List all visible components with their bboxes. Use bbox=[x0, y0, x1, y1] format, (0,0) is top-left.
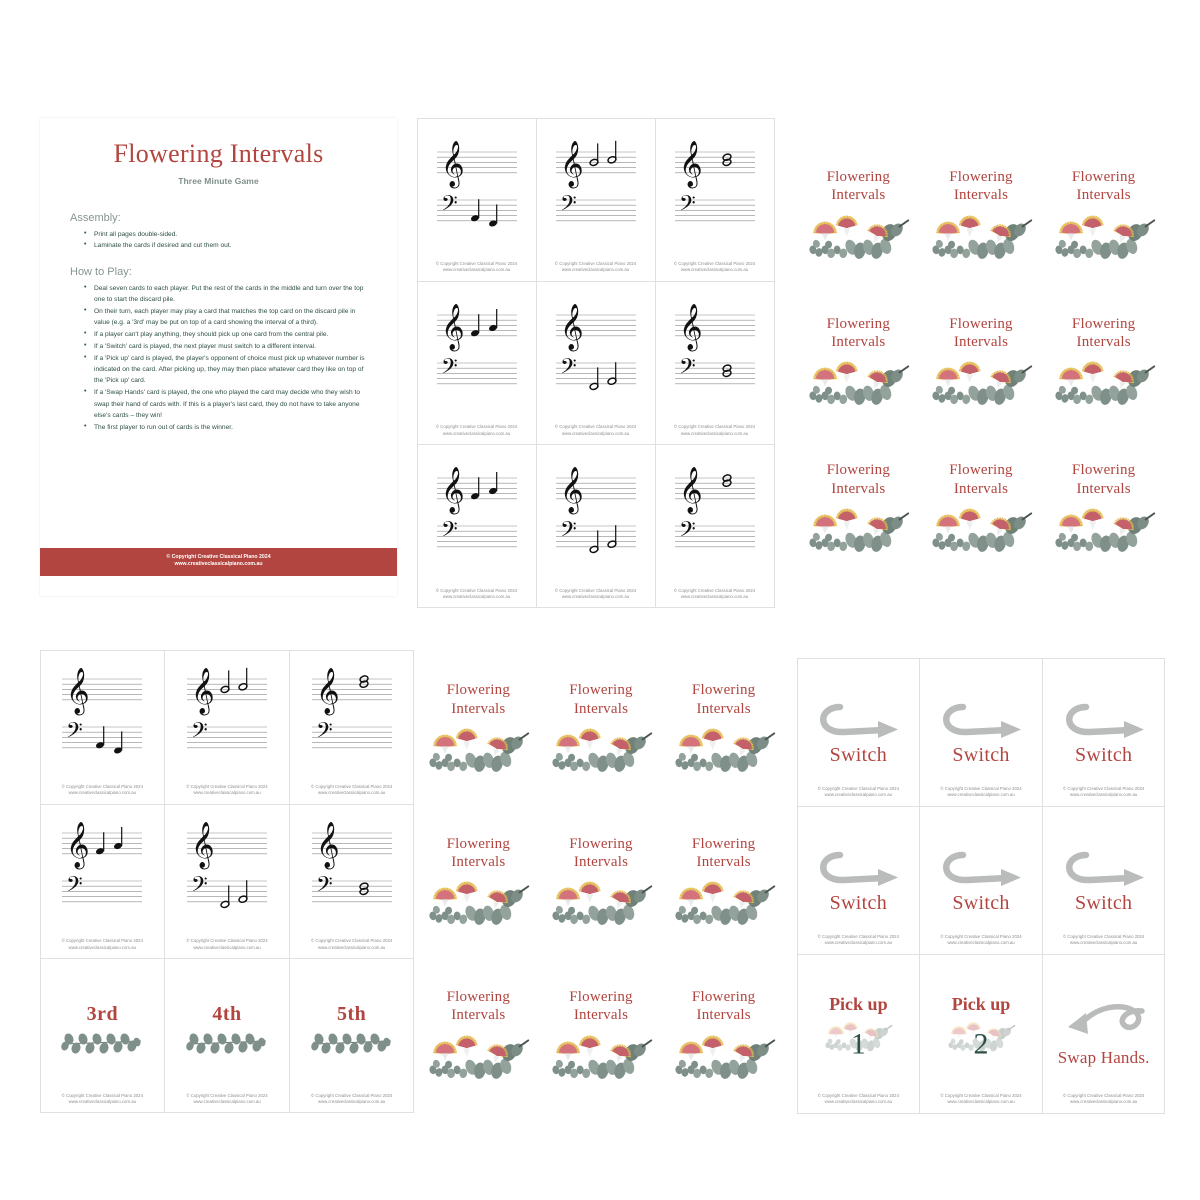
card-copyright-url: www.creativeclassicalpiano.com.au bbox=[680, 594, 749, 600]
card-copyright-text: © Copyright Creative Classical Piano 2024 bbox=[940, 1092, 1022, 1098]
card-back-title bbox=[1072, 315, 1135, 352]
gum-blossom-illustration bbox=[426, 871, 530, 929]
svg-text:𝄢: 𝄢 bbox=[678, 517, 696, 548]
card-back-title-line2: Intervals bbox=[696, 853, 751, 870]
switch-arrow-icon bbox=[1056, 847, 1152, 893]
card-copyright bbox=[165, 1093, 289, 1106]
card-back-title-line2: Intervals bbox=[451, 700, 506, 717]
card-copyright bbox=[41, 784, 165, 797]
footer-copyright: © Copyright Creative Classical Piano 2024 bbox=[166, 553, 271, 560]
card-copyright-url: www.creativeclassicalpiano.com.au bbox=[193, 944, 261, 950]
interval-label: 5th bbox=[337, 1002, 367, 1025]
card-copyright-text: © Copyright Creative Classical Piano 2024 bbox=[186, 783, 268, 789]
how-to-play-item: • If a 'Swap Hands' card is played, the one who played the card may decide who they wish to swap their hand of cards with. If this is a player's last card, they do not have to take anyone else's cards – they win! bbox=[84, 387, 367, 421]
card-back[interactable] bbox=[540, 650, 663, 803]
grand-staff bbox=[418, 119, 536, 281]
assembly-item: • Laminate the cards if desired and cut them out. bbox=[84, 240, 367, 251]
svg-text:𝄞: 𝄞 bbox=[678, 467, 703, 514]
svg-text:𝄞: 𝄞 bbox=[66, 822, 90, 869]
svg-text:𝄢: 𝄢 bbox=[559, 517, 577, 548]
gum-blossom-illustration bbox=[806, 351, 910, 409]
svg-text:𝄢: 𝄢 bbox=[559, 191, 577, 222]
switch-card[interactable] bbox=[1042, 658, 1166, 807]
card-back-title-line1: Flowering bbox=[569, 682, 633, 699]
swap-hands-card[interactable] bbox=[1042, 954, 1166, 1114]
grand-staff bbox=[656, 119, 774, 281]
gum-blossom-illustration bbox=[1052, 205, 1156, 263]
instruction-footer bbox=[40, 548, 397, 576]
notation-card[interactable] bbox=[655, 118, 775, 282]
card-back-title-line1: Flowering bbox=[691, 682, 756, 699]
card-back[interactable] bbox=[417, 957, 540, 1110]
card-back-title bbox=[1072, 461, 1135, 498]
card-copyright bbox=[920, 934, 1042, 947]
card-back-title-line2: Intervals bbox=[831, 187, 886, 204]
card-back-title-line2: Intervals bbox=[696, 700, 751, 717]
card-copyright-text: © Copyright Creative Classical Piano 2024 bbox=[940, 785, 1022, 791]
card-copyright bbox=[920, 786, 1042, 799]
svg-text:𝄢: 𝄢 bbox=[678, 354, 696, 385]
card-back-title bbox=[827, 168, 890, 205]
eucalyptus-sprig-illustration bbox=[184, 1024, 270, 1056]
card-back-title-line1: Flowering bbox=[446, 682, 511, 699]
card-copyright bbox=[41, 1093, 165, 1106]
switch-label: Switch bbox=[952, 892, 1010, 914]
card-copyright bbox=[418, 424, 536, 437]
card-back-title-line1: Flowering bbox=[569, 989, 633, 1006]
card-copyright-url: www.creativeclassicalpiano.com.au bbox=[947, 1099, 1015, 1105]
gum-blossom-illustration bbox=[426, 1025, 530, 1083]
svg-text:𝄢: 𝄢 bbox=[559, 354, 577, 385]
card-back-title bbox=[569, 681, 632, 718]
gum-blossom-illustration bbox=[1052, 498, 1156, 556]
how-to-play-item: • The first player to run out of cards is the winner. bbox=[84, 422, 367, 433]
card-copyright-text: © Copyright Creative Classical Piano 2024 bbox=[435, 424, 518, 430]
gum-blossom-illustration bbox=[672, 1025, 776, 1083]
card-copyright-url: www.creativeclassicalpiano.com.au bbox=[442, 430, 511, 436]
notation-card[interactable] bbox=[655, 444, 775, 608]
card-back[interactable] bbox=[920, 287, 1043, 434]
how-to-play-item: • If a player can't play anything, they should pick up one card from the central pile. bbox=[84, 329, 367, 340]
grand-staff bbox=[41, 651, 165, 804]
card-back-title-line1: Flowering bbox=[949, 169, 1013, 186]
switch-label: Switch bbox=[1074, 744, 1133, 766]
switch-card[interactable] bbox=[919, 806, 1043, 955]
card-copyright-url: www.creativeclassicalpiano.com.au bbox=[1069, 940, 1138, 946]
card-copyright-url: www.creativeclassicalpiano.com.au bbox=[561, 267, 630, 273]
card-back-title bbox=[569, 988, 632, 1025]
card-back-title bbox=[569, 835, 632, 872]
grand-staff bbox=[418, 282, 536, 444]
card-copyright-url: www.creativeclassicalpiano.com.au bbox=[68, 790, 136, 796]
card-back-title-line2: Intervals bbox=[831, 480, 886, 497]
card-back-title-line1: Flowering bbox=[691, 835, 756, 852]
card-back-title-line2: Intervals bbox=[451, 853, 506, 870]
notation-card[interactable] bbox=[289, 804, 415, 959]
notation-card[interactable] bbox=[40, 650, 166, 805]
card-back-title-line1: Flowering bbox=[569, 835, 633, 852]
how-to-play-item: • If a 'Pick up' card is played, the player's opponent of choice must pick up whatever number is indicated on the card. After picking up, they may then place whatever card they like on top of the 'Pick up' card. bbox=[84, 353, 367, 387]
notation-card[interactable] bbox=[536, 444, 656, 608]
svg-text:𝄞: 𝄞 bbox=[559, 467, 584, 514]
card-copyright-text: © Copyright Creative Classical Piano 2024 bbox=[673, 587, 756, 593]
svg-text:𝄢: 𝄢 bbox=[66, 872, 84, 903]
notation-card[interactable] bbox=[417, 281, 537, 445]
gum-blossom-illustration bbox=[929, 498, 1033, 556]
card-back-title-line2: Intervals bbox=[1076, 333, 1131, 350]
card-copyright-text: © Copyright Creative Classical Piano 2024 bbox=[61, 783, 143, 789]
card-copyright-text: © Copyright Creative Classical Piano 2024 bbox=[554, 260, 637, 266]
switch-card[interactable] bbox=[1042, 806, 1166, 955]
card-copyright-url: www.creativeclassicalpiano.com.au bbox=[317, 944, 386, 950]
card-back[interactable] bbox=[417, 803, 540, 956]
card-copyright-text: © Copyright Creative Classical Piano 2024 bbox=[61, 938, 143, 944]
card-copyright-url: www.creativeclassicalpiano.com.au bbox=[561, 430, 630, 436]
card-back-title bbox=[1072, 168, 1135, 205]
interval-card[interactable] bbox=[40, 958, 166, 1113]
interval-card[interactable] bbox=[289, 958, 415, 1113]
switch-arrow-icon bbox=[933, 699, 1029, 745]
card-copyright bbox=[656, 588, 774, 601]
gum-blossom-illustration bbox=[806, 205, 910, 263]
svg-text:𝄢: 𝄢 bbox=[190, 718, 208, 749]
card-copyright bbox=[165, 938, 289, 951]
card-back-title-line2: Intervals bbox=[573, 853, 629, 870]
card-back-title bbox=[447, 835, 510, 872]
notation-card[interactable] bbox=[417, 444, 537, 608]
card-back[interactable] bbox=[417, 650, 540, 803]
card-back[interactable] bbox=[797, 433, 920, 580]
card-copyright-text: © Copyright Creative Classical Piano 2024 bbox=[435, 260, 518, 266]
card-copyright-text: © Copyright Creative Classical Piano 2024 bbox=[817, 933, 899, 939]
card-copyright-text: © Copyright Creative Classical Piano 2024 bbox=[61, 1092, 143, 1098]
card-copyright-text: © Copyright Creative Classical Piano 2024 bbox=[673, 424, 756, 430]
card-back-title-line2: Intervals bbox=[1076, 480, 1131, 497]
card-copyright-url: www.creativeclassicalpiano.com.au bbox=[1069, 1099, 1138, 1105]
card-back-title-line1: Flowering bbox=[446, 989, 511, 1006]
card-back-title-line1: Flowering bbox=[826, 169, 891, 186]
interval-label: 4th bbox=[212, 1002, 242, 1025]
grand-staff bbox=[656, 282, 774, 444]
card-back[interactable] bbox=[540, 803, 663, 956]
eucalyptus-sprig-illustration bbox=[309, 1024, 395, 1056]
notation-card[interactable] bbox=[536, 281, 656, 445]
how-to-play-item: • On their turn, each player may play a card that matches the top card on the discard pile in value (e.g. a '3rd' may be put on top of a card showing the interval of a third). bbox=[84, 306, 367, 329]
card-back-title bbox=[692, 835, 755, 872]
gum-blossom-illustration bbox=[929, 205, 1033, 263]
switch-label: Switch bbox=[829, 744, 887, 766]
notation-card[interactable] bbox=[289, 650, 415, 805]
gum-blossom-illustration bbox=[549, 871, 653, 929]
card-back[interactable] bbox=[797, 287, 920, 434]
grand-staff bbox=[656, 445, 774, 607]
card-back-title-line2: Intervals bbox=[953, 333, 1009, 350]
how-to-play-item: • Deal seven cards to each player. Put the rest of the cards in the middle and turn over the top one to start the discard pile. bbox=[84, 283, 367, 306]
card-copyright-url: www.creativeclassicalpiano.com.au bbox=[947, 792, 1015, 798]
card-copyright-text: © Copyright Creative Classical Piano 2024 bbox=[1063, 785, 1145, 791]
card-copyright bbox=[537, 588, 655, 601]
card-back-title bbox=[949, 315, 1012, 352]
card-copyright-url: www.creativeclassicalpiano.com.au bbox=[442, 267, 511, 273]
card-copyright bbox=[1043, 786, 1165, 799]
svg-text:𝄞: 𝄞 bbox=[678, 303, 703, 350]
card-back-title bbox=[447, 988, 510, 1025]
notation-card[interactable] bbox=[417, 118, 537, 282]
card-back[interactable] bbox=[920, 140, 1043, 287]
how-to-play-list bbox=[70, 283, 367, 433]
card-copyright-url: www.creativeclassicalpiano.com.au bbox=[824, 792, 892, 798]
svg-text:𝄞: 𝄞 bbox=[315, 667, 340, 714]
interval-label: 3rd bbox=[86, 1002, 119, 1025]
card-copyright-text: © Copyright Creative Classical Piano 2024 bbox=[817, 1092, 899, 1098]
switch-label: Switch bbox=[952, 744, 1010, 766]
card-back-title-line2: Intervals bbox=[953, 480, 1009, 497]
instruction-sheet bbox=[40, 118, 397, 596]
card-back-title-line1: Flowering bbox=[691, 989, 756, 1006]
gum-blossom-illustration bbox=[672, 718, 776, 776]
svg-text:𝄞: 𝄞 bbox=[440, 140, 465, 187]
pick-up-card[interactable] bbox=[919, 954, 1043, 1114]
grand-staff bbox=[418, 445, 536, 607]
card-back-sheet-bottom bbox=[417, 650, 785, 1110]
svg-text:𝄢: 𝄢 bbox=[440, 191, 458, 222]
card-back[interactable] bbox=[1042, 287, 1165, 434]
assembly-list bbox=[70, 229, 367, 252]
footer-url: www.creativeclassicalpiano.com.au bbox=[174, 561, 263, 568]
card-back-title-line2: Intervals bbox=[573, 700, 629, 717]
card-back[interactable] bbox=[662, 650, 785, 803]
svg-text:𝄞: 𝄞 bbox=[190, 667, 215, 714]
card-copyright bbox=[920, 1093, 1042, 1106]
grand-staff bbox=[537, 445, 655, 607]
gum-blossom-illustration bbox=[549, 1025, 653, 1083]
card-copyright-text: © Copyright Creative Classical Piano 2024 bbox=[435, 587, 518, 593]
card-copyright-text: © Copyright Creative Classical Piano 2024 bbox=[311, 938, 393, 944]
card-back-title-line2: Intervals bbox=[573, 1007, 629, 1024]
switch-arrow-icon bbox=[810, 699, 906, 745]
card-copyright-url: www.creativeclassicalpiano.com.au bbox=[824, 1099, 892, 1105]
card-copyright bbox=[418, 588, 536, 601]
card-back-title-line1: Flowering bbox=[446, 835, 511, 852]
svg-text:𝄞: 𝄞 bbox=[559, 303, 584, 350]
svg-text:𝄢: 𝄢 bbox=[315, 718, 333, 749]
grand-staff bbox=[290, 805, 414, 958]
svg-text:𝄞: 𝄞 bbox=[315, 822, 340, 869]
assembly-heading: Assembly: bbox=[70, 211, 121, 224]
switch-label: Switch bbox=[829, 892, 887, 914]
card-copyright-url: www.creativeclassicalpiano.com.au bbox=[680, 267, 749, 273]
action-card-sheet bbox=[797, 658, 1165, 1113]
card-copyright-url: www.creativeclassicalpiano.com.au bbox=[193, 790, 261, 796]
notation-card[interactable] bbox=[164, 804, 290, 959]
card-copyright-url: www.creativeclassicalpiano.com.au bbox=[561, 594, 630, 600]
grand-staff bbox=[537, 282, 655, 444]
switch-card[interactable] bbox=[797, 806, 921, 955]
card-back-title-line1: Flowering bbox=[1071, 462, 1136, 479]
card-back-title-line2: Intervals bbox=[1076, 187, 1131, 204]
grand-staff bbox=[165, 805, 289, 958]
svg-text:𝄞: 𝄞 bbox=[440, 303, 465, 350]
card-back-title bbox=[827, 461, 890, 498]
card-back-title-line1: Flowering bbox=[826, 315, 891, 332]
card-copyright bbox=[41, 938, 165, 951]
faded-blossom-illustration bbox=[823, 1014, 893, 1072]
card-copyright-url: www.creativeclassicalpiano.com.au bbox=[317, 790, 386, 796]
switch-card[interactable] bbox=[797, 658, 921, 807]
card-back[interactable] bbox=[797, 140, 920, 287]
switch-label: Switch bbox=[1074, 892, 1133, 914]
card-copyright-text: © Copyright Creative Classical Piano 2024 bbox=[673, 260, 756, 266]
assembly-item: • Print all pages double-sided. bbox=[84, 229, 367, 240]
svg-text:𝄢: 𝄢 bbox=[678, 191, 696, 222]
card-copyright-text: © Copyright Creative Classical Piano 2024 bbox=[940, 933, 1022, 939]
card-back[interactable] bbox=[920, 433, 1043, 580]
card-back-title-line1: Flowering bbox=[949, 315, 1013, 332]
svg-text:𝄢: 𝄢 bbox=[66, 718, 84, 749]
card-back[interactable] bbox=[540, 957, 663, 1110]
switch-arrow-icon bbox=[810, 847, 906, 893]
card-copyright-url: www.creativeclassicalpiano.com.au bbox=[442, 594, 511, 600]
eucalyptus-sprig-illustration bbox=[59, 1024, 145, 1056]
card-back-title bbox=[692, 681, 755, 718]
card-copyright bbox=[798, 786, 920, 799]
card-back-title-line1: Flowering bbox=[1071, 315, 1136, 332]
card-back-title-line2: Intervals bbox=[696, 1007, 751, 1024]
switch-arrow-icon bbox=[933, 847, 1029, 893]
card-back-title-line2: Intervals bbox=[451, 1007, 506, 1024]
svg-text:𝄞: 𝄞 bbox=[559, 140, 584, 187]
card-back[interactable] bbox=[662, 957, 785, 1110]
card-back-title bbox=[949, 461, 1012, 498]
card-copyright-text: © Copyright Creative Classical Piano 2024 bbox=[1063, 933, 1145, 939]
notation-card[interactable] bbox=[655, 281, 775, 445]
card-copyright bbox=[798, 934, 920, 947]
interval-card[interactable] bbox=[164, 958, 290, 1113]
gum-blossom-illustration bbox=[672, 871, 776, 929]
svg-text:𝄞: 𝄞 bbox=[440, 467, 465, 514]
card-back[interactable] bbox=[662, 803, 785, 956]
card-back-title-line2: Intervals bbox=[831, 333, 886, 350]
grand-staff bbox=[537, 119, 655, 281]
svg-text:𝄢: 𝄢 bbox=[190, 872, 208, 903]
howto-heading: How to Play: bbox=[70, 265, 132, 278]
card-copyright bbox=[656, 424, 774, 437]
card-back-title-line1: Flowering bbox=[826, 462, 891, 479]
faded-blossom-illustration bbox=[946, 1014, 1016, 1072]
card-copyright bbox=[290, 938, 414, 951]
svg-text:𝄞: 𝄞 bbox=[66, 667, 90, 714]
card-copyright-text: © Copyright Creative Classical Piano 2024 bbox=[554, 587, 637, 593]
card-copyright-text: © Copyright Creative Classical Piano 2024 bbox=[186, 1092, 268, 1098]
card-copyright-url: www.creativeclassicalpiano.com.au bbox=[68, 944, 136, 950]
card-copyright-url: www.creativeclassicalpiano.com.au bbox=[680, 430, 749, 436]
card-copyright-url: www.creativeclassicalpiano.com.au bbox=[947, 940, 1015, 946]
svg-text:𝄢: 𝄢 bbox=[440, 354, 458, 385]
gum-blossom-illustration bbox=[1052, 351, 1156, 409]
card-copyright-url: www.creativeclassicalpiano.com.au bbox=[1069, 792, 1138, 798]
svg-text:𝄢: 𝄢 bbox=[440, 517, 458, 548]
page-title: Flowering Intervals bbox=[113, 139, 324, 168]
how-to-play-item: • If a 'Switch' card is played, the next player must switch to a different interval. bbox=[84, 341, 367, 352]
grand-staff bbox=[290, 651, 414, 804]
card-back[interactable] bbox=[1042, 140, 1165, 287]
card-back-title bbox=[827, 315, 890, 352]
card-back-title-line1: Flowering bbox=[949, 462, 1013, 479]
switch-arrow-icon bbox=[1056, 699, 1152, 745]
page-subtitle: Three Minute Game bbox=[178, 175, 259, 186]
swap-hands-label: Swap Hands. bbox=[1057, 1048, 1150, 1067]
card-copyright-text: © Copyright Creative Classical Piano 2024 bbox=[554, 424, 637, 430]
grand-staff bbox=[165, 651, 289, 804]
card-copyright bbox=[1043, 1093, 1165, 1106]
pick-up-label: Pick up bbox=[951, 994, 1011, 1014]
svg-text:𝄢: 𝄢 bbox=[315, 872, 333, 903]
switch-card[interactable] bbox=[919, 658, 1043, 807]
pick-up-card[interactable] bbox=[797, 954, 921, 1114]
gum-blossom-illustration bbox=[806, 498, 910, 556]
notation-card-sheet-bottom bbox=[40, 650, 414, 1113]
card-copyright bbox=[656, 261, 774, 274]
gum-blossom-illustration bbox=[426, 718, 530, 776]
swap-arrow-icon bbox=[1056, 1001, 1152, 1049]
card-back-title bbox=[692, 988, 755, 1025]
notation-card[interactable] bbox=[40, 804, 166, 959]
card-back-title bbox=[447, 681, 510, 718]
pick-up-number: 1 bbox=[850, 1027, 866, 1061]
svg-text:𝄞: 𝄞 bbox=[190, 822, 215, 869]
card-copyright bbox=[537, 424, 655, 437]
notation-card[interactable] bbox=[536, 118, 656, 282]
card-copyright-text: © Copyright Creative Classical Piano 2024 bbox=[1063, 1092, 1145, 1098]
card-back-title-line2: Intervals bbox=[953, 187, 1009, 204]
card-copyright bbox=[165, 784, 289, 797]
card-copyright-url: www.creativeclassicalpiano.com.au bbox=[317, 1099, 386, 1105]
notation-card[interactable] bbox=[164, 650, 290, 805]
card-copyright bbox=[290, 784, 414, 797]
card-copyright-url: www.creativeclassicalpiano.com.au bbox=[824, 940, 892, 946]
card-copyright bbox=[798, 1093, 920, 1106]
card-copyright-text: © Copyright Creative Classical Piano 2024 bbox=[311, 783, 393, 789]
gum-blossom-illustration bbox=[549, 718, 653, 776]
card-back[interactable] bbox=[1042, 433, 1165, 580]
card-copyright-url: www.creativeclassicalpiano.com.au bbox=[193, 1099, 261, 1105]
pick-up-number: 2 bbox=[973, 1027, 989, 1061]
card-copyright bbox=[418, 261, 536, 274]
gum-blossom-illustration bbox=[929, 351, 1033, 409]
card-back-sheet-top bbox=[797, 140, 1165, 580]
card-back-title-line1: Flowering bbox=[1071, 169, 1136, 186]
card-copyright-text: © Copyright Creative Classical Piano 2024 bbox=[311, 1092, 393, 1098]
card-copyright bbox=[290, 1093, 414, 1106]
card-copyright-text: © Copyright Creative Classical Piano 2024 bbox=[186, 938, 268, 944]
notation-card-sheet-top bbox=[417, 118, 774, 608]
pick-up-label: Pick up bbox=[829, 994, 888, 1014]
grand-staff bbox=[41, 805, 165, 958]
card-copyright-text: © Copyright Creative Classical Piano 2024 bbox=[817, 785, 899, 791]
card-copyright bbox=[1043, 934, 1165, 947]
card-back-title bbox=[949, 168, 1012, 205]
card-copyright-url: www.creativeclassicalpiano.com.au bbox=[68, 1099, 136, 1105]
svg-text:𝄞: 𝄞 bbox=[678, 140, 703, 187]
card-copyright bbox=[537, 261, 655, 274]
